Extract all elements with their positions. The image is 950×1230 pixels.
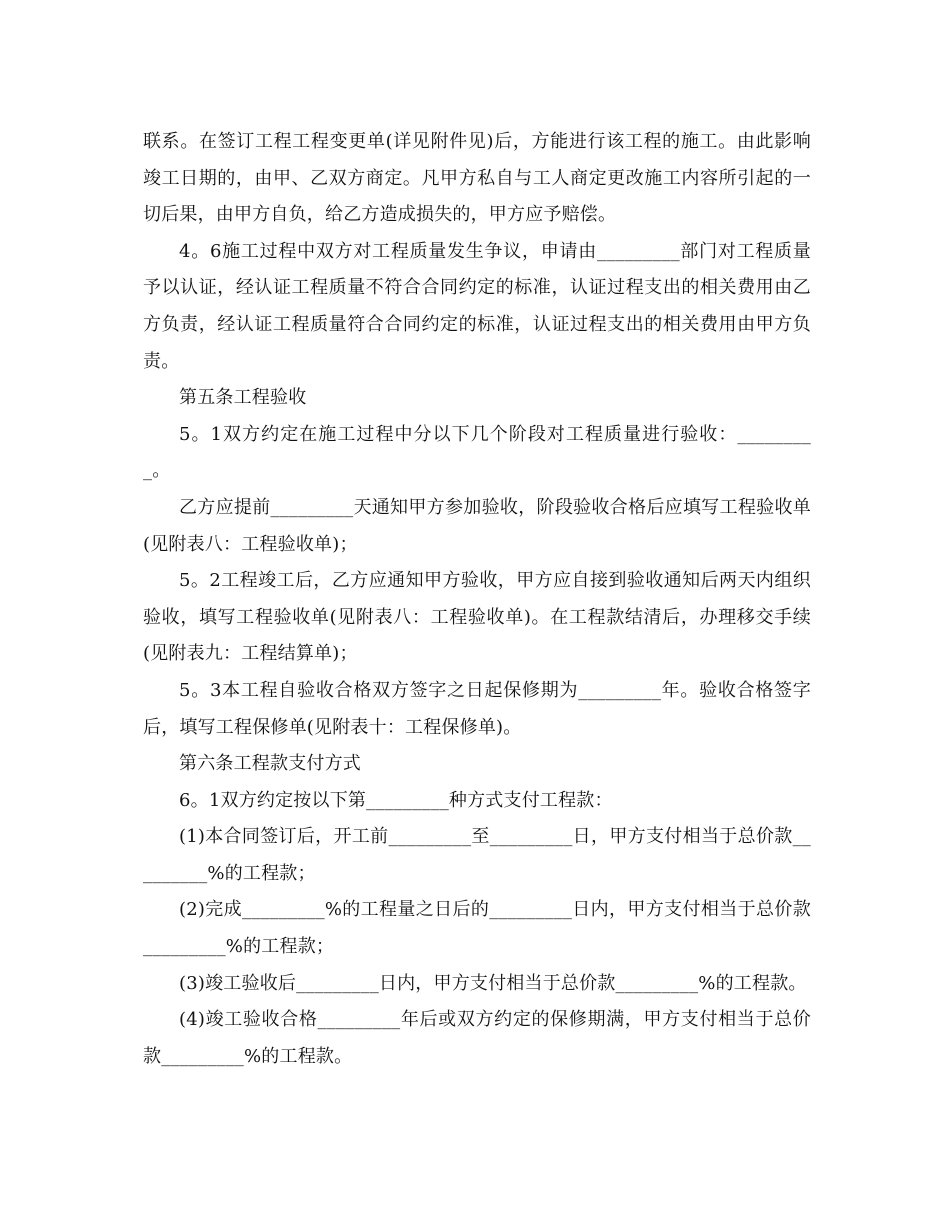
document-body — [143, 124, 811, 1075]
payment-option-2: (2)完成_________%的工程量之日后的_________日内，甲方支付相当于总价款_________%的工程款； — [143, 899, 811, 958]
heading-article-5-acceptance: 第五条工程验收 — [179, 387, 307, 409]
paragraph-6-1-payment-method: 6。1双方约定按以下第_________种方式支付工程款： — [179, 789, 613, 811]
heading-article-6-payment: 第六条工程款支付方式 — [179, 753, 361, 775]
paragraph-change-order-continuation: 联系。在签订工程工程变更单(详见附件见)后，方能进行该工程的施工。由此影响竣工日期的，由甲、乙双方商定。凡甲方私自与工人商定更改施工内容所引起的一切后果，由甲方自负，给乙方造成损失的，甲方应予赔偿。 — [143, 131, 811, 226]
paragraph-4-6-quality-dispute: 4。6施工过程中双方对工程质量发生争议，申请由_________部门对工程质量予以认证，经认证工程质量不符合合同约定的标准，认证过程支出的相关费用由乙方负责，经认证工程质量符合合同约定的标准，认证过程支出的相关费用由甲方负责。 — [143, 240, 811, 372]
paragraph-5-3-warranty: 5。3本工程自验收合格双方签字之日起保修期为_________年。验收合格签字后，填写工程保修单(见附表十：工程保修单)。 — [143, 679, 811, 738]
paragraph-5-2-completion: 5。2工程竣工后，乙方应通知甲方验收，甲方应自接到验收通知后两天内组织验收，填写工程验收单(见附表八：工程验收单)。在工程款结清后，办理移交手续(见附表九：工程结算单)； — [143, 570, 811, 665]
paragraph-5-1-stage-acceptance: 5。1双方约定在施工过程中分以下几个阶段对工程质量进行验收：_________。 — [143, 423, 811, 482]
payment-option-3: (3)竣工验收后_________日内，甲方支付相当于总价款_________%的工程款。 — [179, 972, 807, 994]
payment-option-4: (4)竣工验收合格_________年后或双方约定的保修期满，甲方支付相当于总价款_________%的工程款。 — [143, 1009, 811, 1067]
payment-option-1: (1)本合同签订后，开工前_________至_________日，甲方支付相当于总价款_________%的工程款； — [143, 826, 811, 884]
paragraph-advance-notice: 乙方应提前_________天通知甲方参加验收，阶段验收合格后应填写工程验收单(见附表八：工程验收单)； — [143, 496, 811, 555]
